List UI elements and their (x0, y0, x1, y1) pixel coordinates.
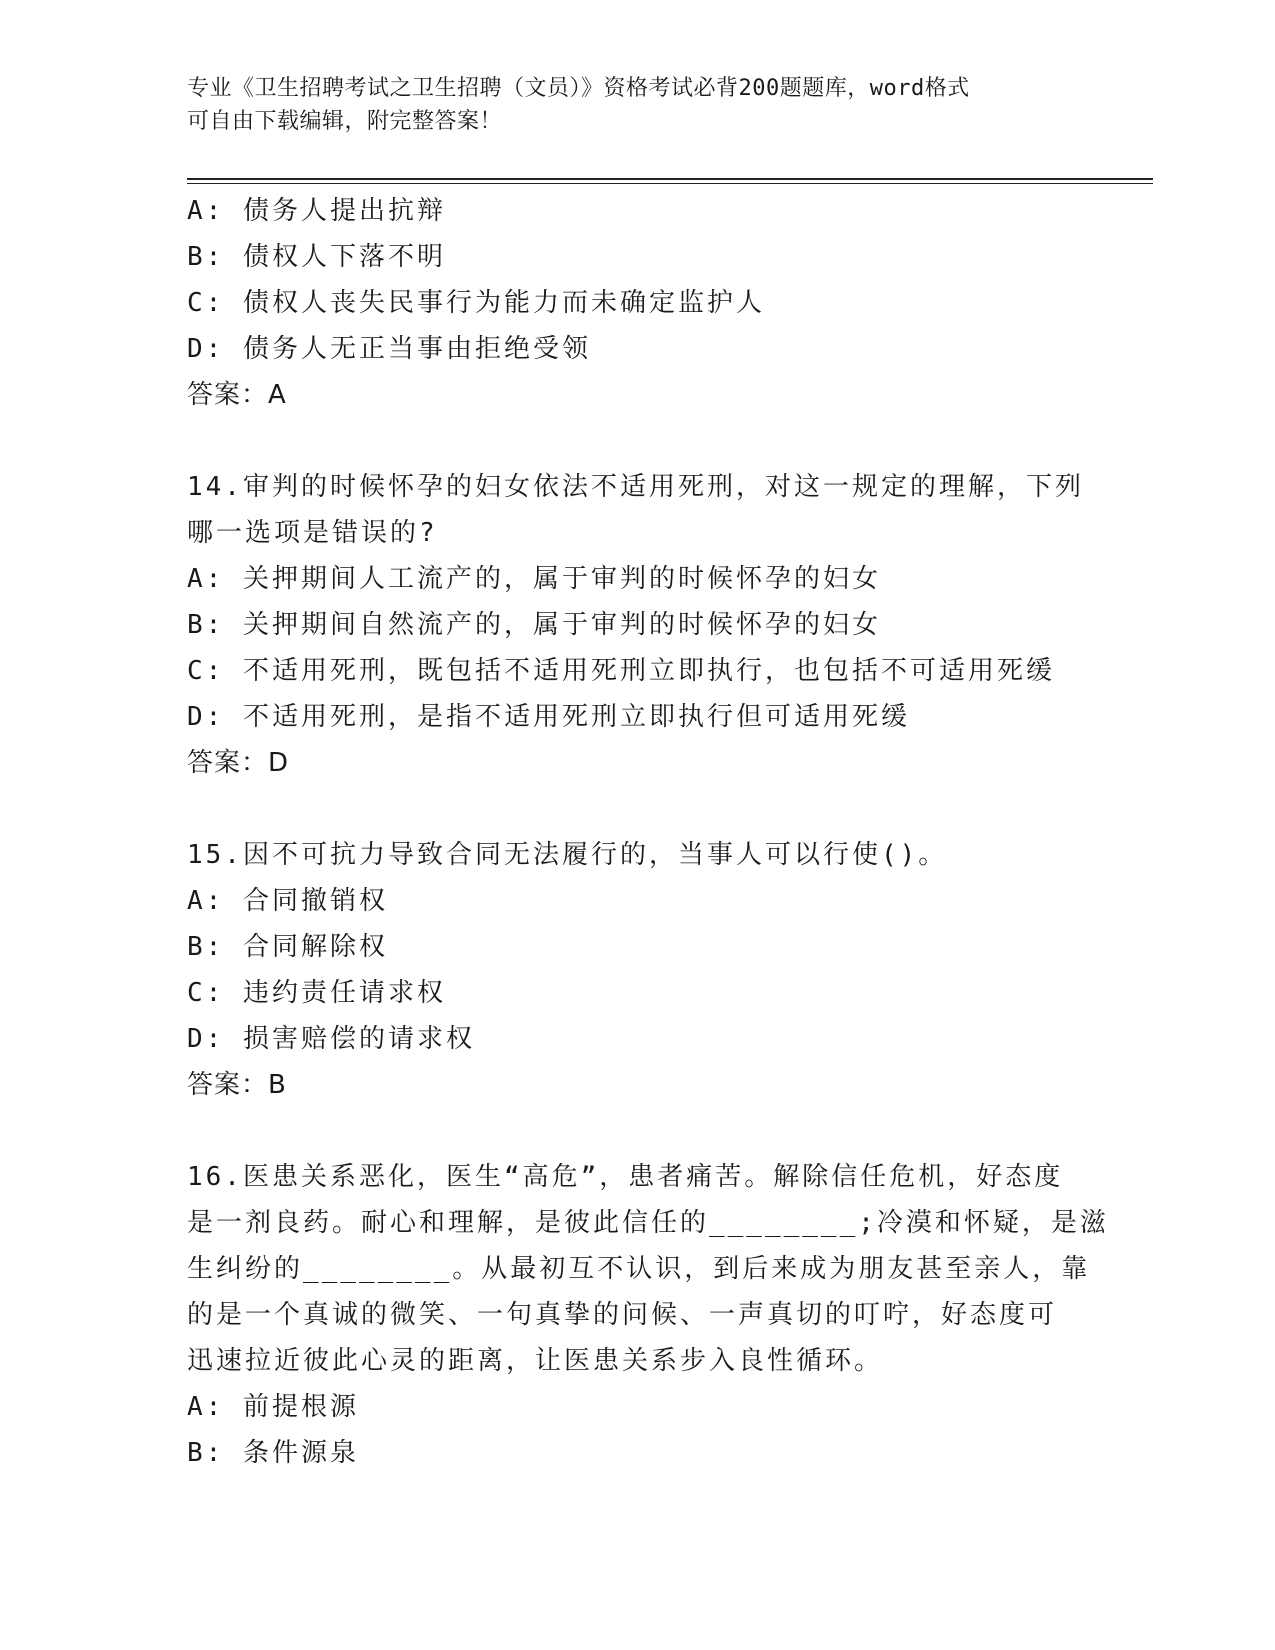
option-c: C: 违约责任请求权 (187, 978, 446, 1008)
question-15 (187, 832, 1087, 1108)
question-text-line: 的是一个真诚的微笑、一句真挚的问候、一声真切的叮咛，好态度可 (187, 1300, 1058, 1330)
spacer (187, 418, 1087, 464)
question-16 (187, 1154, 1109, 1476)
header-line-2: 可自由下载编辑，附完整答案！ (187, 109, 503, 134)
question-14 (187, 464, 1087, 786)
answer-line: 答案：D (187, 748, 290, 778)
option-d: D: 损害赔偿的请求权 (187, 1024, 475, 1054)
option-a: A: 前提根源 (187, 1392, 359, 1422)
question-13-continued (187, 188, 1087, 418)
option-b: B: 债权人下落不明 (187, 242, 446, 272)
answer-line: 答案：B (187, 1070, 287, 1100)
option-c: C: 债权人丧失民事行为能力而未确定监护人 (187, 288, 765, 318)
option-b: B: 合同解除权 (187, 932, 388, 962)
option-a: A: 关押期间人工流产的，属于审判的时候怀孕的妇女 (187, 564, 881, 594)
question-text-line: 生纠纷的________。从最初互不认识，到后来成为朋友甚至亲人，靠 (187, 1254, 1091, 1284)
question-text-line: 迅速拉近彼此心灵的距离，让医患关系步入良性循环。 (187, 1346, 884, 1376)
option-b: B: 关押期间自然流产的，属于审判的时候怀孕的妇女 (187, 610, 881, 640)
question-text-line: 哪一选项是错误的? (187, 518, 438, 548)
option-d: D: 债务人无正当事由拒绝受领 (187, 334, 591, 364)
header-divider-thin (187, 183, 1153, 184)
question-content (187, 188, 1109, 1476)
question-text-line: 16.医患关系恶化，医生“高危”，患者痛苦。解除信任危机，好态度 (187, 1162, 1064, 1192)
header-divider-thick (187, 178, 1153, 180)
option-a: A: 合同撤销权 (187, 886, 388, 916)
option-d: D: 不适用死刑，是指不适用死刑立即执行但可适用死缓 (187, 702, 910, 732)
spacer (187, 1108, 1087, 1154)
question-text-line: 14.审判的时候怀孕的妇女依法不适用死刑，对这一规定的理解，下列 (187, 472, 1084, 502)
option-a: A: 债务人提出抗辩 (187, 196, 446, 226)
question-text-line: 是一剂良药。耐心和理解，是彼此信任的________;冷漠和怀疑，是滋 (187, 1208, 1109, 1238)
question-text-line: 15.因不可抗力导致合同无法履行的，当事人可以行使()。 (187, 840, 948, 870)
option-b: B: 条件源泉 (187, 1438, 359, 1468)
spacer (187, 786, 1087, 832)
header-line-1: 专业《卫生招聘考试之卫生招聘（文员）》资格考试必背200题题库，word格式 (187, 76, 970, 101)
option-c: C: 不适用死刑，既包括不适用死刑立即执行，也包括不可适用死缓 (187, 656, 1055, 686)
document-header (187, 72, 1067, 138)
answer-line: 答案：A (187, 380, 287, 410)
